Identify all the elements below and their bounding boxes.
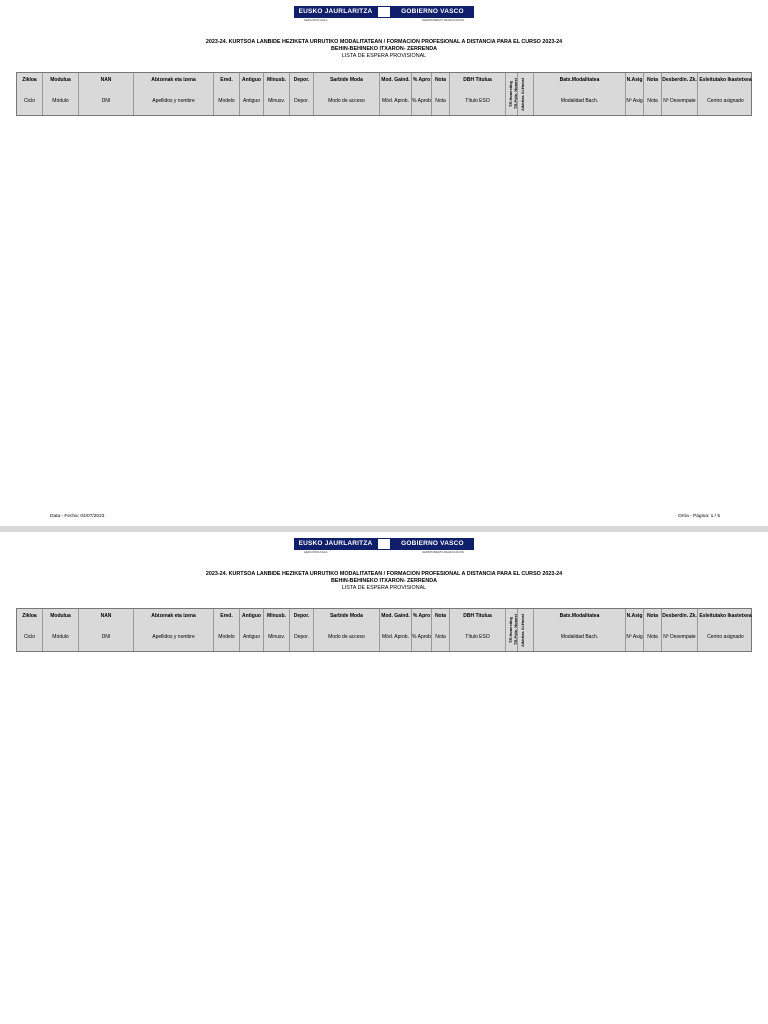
col-nota: Nota Nota xyxy=(432,609,450,651)
document-titles xyxy=(0,39,768,60)
page-footer xyxy=(0,514,768,524)
col-nombre: Abizenak eta izena Apellidos y nombre xyxy=(134,73,214,115)
col-tr-honest: TR.Honesting TR.Pdte. Honest xyxy=(506,609,518,651)
col-depor: Depor. Depor. xyxy=(290,73,314,115)
logo-basque-name: EUSKO JAURLARITZA xyxy=(294,538,377,550)
col-n-asig: N.Asig Nº Asig xyxy=(626,609,644,651)
document-list-type: LISTA DE ESPERA PROVISIONAL xyxy=(341,585,427,591)
col-desempate: Desberdin. Zk. Nº Desempate xyxy=(662,609,698,651)
logo-dept-spanish: DEPARTAMENTO DE EDUCACIÓN xyxy=(422,19,464,22)
col-dni: NAN DNI xyxy=(79,609,134,651)
col-centro: Esleitutako Ikastetxea Centro asignado xyxy=(699,77,752,104)
col-nota-2: Nota Nota xyxy=(644,73,662,115)
col-al-honst: Alkiritas Al.Honst xyxy=(518,73,534,115)
col-modulo: Modulua Módulo xyxy=(43,609,79,651)
col-mod-aprob: Mod. Gaind. Mód. Aprob. xyxy=(380,609,412,651)
col-pct-aprob: % Apro % Aprob xyxy=(412,73,432,115)
logo-dept-basque: HEZKUNTZA SAILA xyxy=(304,19,328,22)
logo-basque-name: EUSKO JAURLARITZA xyxy=(294,6,377,18)
col-minusv: Minusb. Minusv. xyxy=(264,609,290,651)
logo-dept-spanish: DEPARTAMENTO DE EDUCACIÓN xyxy=(422,551,464,554)
col-desempate: Desberdin. Zk. Nº Desempate xyxy=(662,73,698,115)
col-dni: NAN DNI xyxy=(79,73,134,115)
col-pct-aprob: % Apro % Aprob xyxy=(412,609,432,651)
document-titles xyxy=(0,571,768,592)
col-antiguo: Antiguo Antiguo xyxy=(240,609,264,651)
document-list-type: LISTA DE ESPERA PROVISIONAL xyxy=(341,53,427,59)
col-minusv: Minusb. Minusv. xyxy=(264,73,290,115)
col-modelo: Ered. Modelo xyxy=(214,73,240,115)
document-title: 2023-24. KURTSOA LANBIDE HEZIKETA URRUTIKO MODALITATEAN / FORMACION PROFESIONAL A DISTANCIA PARA EL CURSO 2023-24 xyxy=(205,571,563,577)
footer-date: Data - Fecha: 04/07/2023 xyxy=(50,514,105,519)
col-antiguo: Antiguo Antiguo xyxy=(240,73,264,115)
col-tr-honest: TR.Honesting TR.Pdte. Honest xyxy=(506,73,518,115)
col-titulo-eso: DBH Titulua Título ESO xyxy=(450,73,506,115)
col-depor: Depor. Depor. xyxy=(290,609,314,651)
government-logo xyxy=(294,6,474,34)
col-modalidad-bach: Batx.Modalitatea Modalidad Bach. xyxy=(534,73,626,115)
col-nota: Nota Nota xyxy=(432,73,450,115)
col-n-asig: N.Asig Nº Asig xyxy=(626,73,644,115)
col-acceso: Sarbide Moda Modo de acceso xyxy=(314,609,380,651)
footer-page-number: Orria - Página: 1 / 5 xyxy=(678,514,720,519)
col-centro: Esleitutako Ikastetxea Centro asignado xyxy=(699,613,752,640)
col-al-honst: Alkiritas Al.Honst xyxy=(518,609,534,651)
government-logo xyxy=(294,538,474,566)
logo-dept-basque: HEZKUNTZA SAILA xyxy=(304,551,328,554)
document-center: BEHIN-BEHINEKO ITXARON- ZERRENDA xyxy=(330,46,438,52)
col-modalidad-bach: Batx.Modalitatea Modalidad Bach. xyxy=(534,609,626,651)
document-title: 2023-24. KURTSOA LANBIDE HEZIKETA URRUTIKO MODALITATEAN / FORMACION PROFESIONAL A DISTANCIA PARA EL CURSO 2023-24 xyxy=(205,39,563,45)
col-acceso: Sarbide Moda Modo de acceso xyxy=(314,73,380,115)
col-modelo: Ered. Modelo xyxy=(214,609,240,651)
table-header xyxy=(16,608,752,652)
col-titulo-eso: DBH Titulua Título ESO xyxy=(450,609,506,651)
document-page-2 xyxy=(0,532,768,1024)
emblem-icon xyxy=(377,538,391,550)
logo-spanish-name: GOBIERNO VASCO xyxy=(391,6,474,18)
table-header xyxy=(16,72,752,116)
document-center: BEHIN-BEHINEKO ITXARON- ZERRENDA xyxy=(330,578,438,584)
col-mod-aprob: Mod. Gaind. Mód. Aprob. xyxy=(380,73,412,115)
col-ciclo: Zikloa Ciclo xyxy=(17,73,43,115)
col-nota-2: Nota Nota xyxy=(644,609,662,651)
logo-spanish-name: GOBIERNO VASCO xyxy=(391,538,474,550)
emblem-icon xyxy=(377,6,391,18)
col-ciclo: Zikloa Ciclo xyxy=(17,609,43,651)
col-modulo: Modulua Módulo xyxy=(43,73,79,115)
col-nombre: Abizenak eta izena Apellidos y nombre xyxy=(134,609,214,651)
